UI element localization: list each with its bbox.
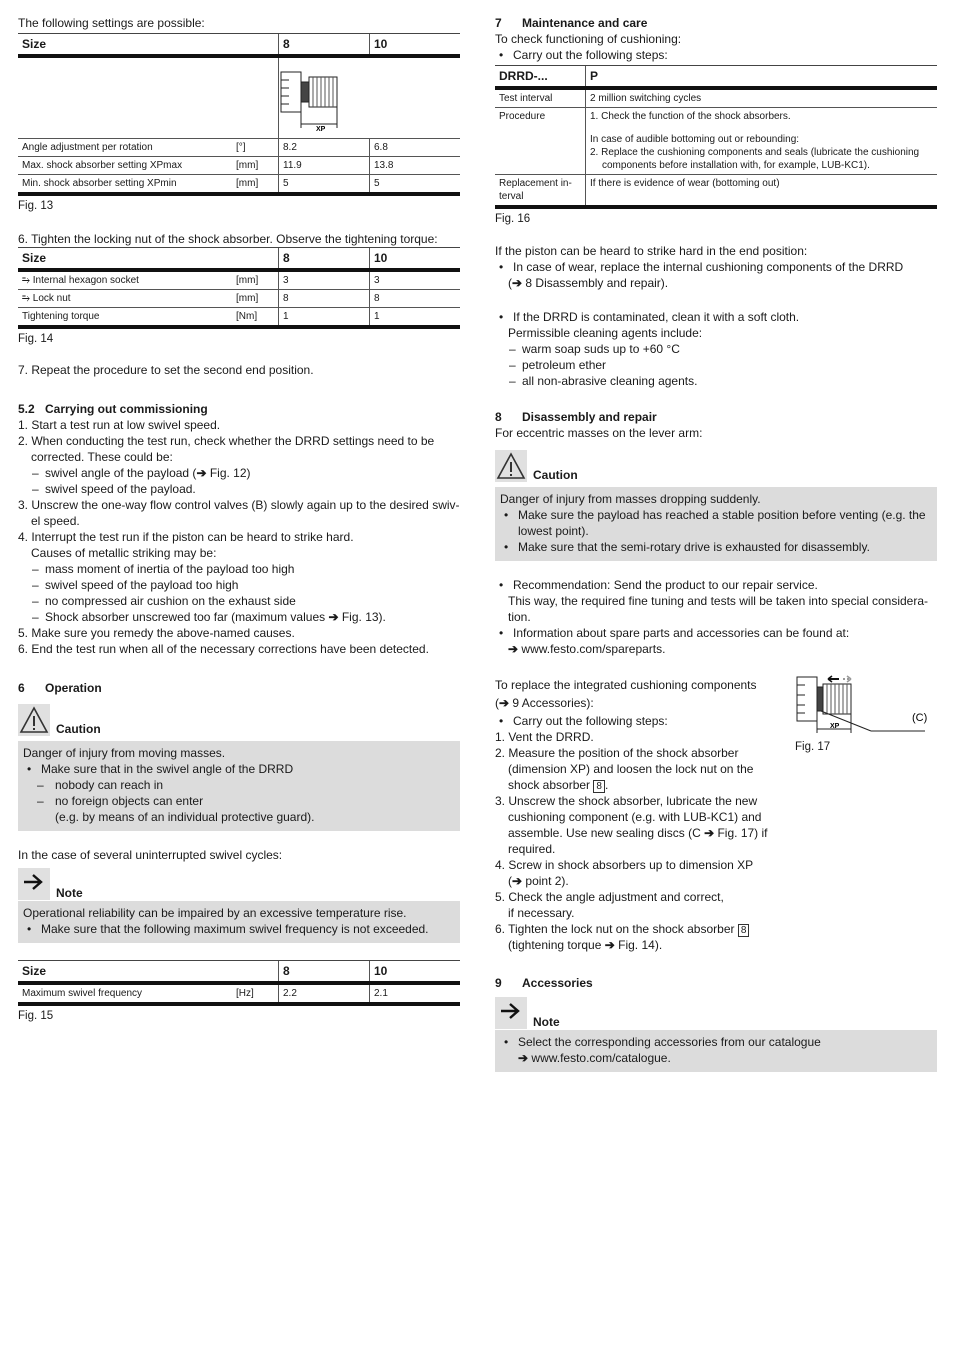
row-label: Angle adjustment per rotation	[18, 139, 232, 157]
right-column	[495, 14, 937, 1072]
row-value-8: 5	[279, 175, 370, 195]
spareparts-link[interactable]: ➔ www.festo.com/spareparts.	[508, 642, 666, 656]
xp-label: XP	[830, 723, 840, 730]
clean-dash: – all non-abrasive cleaning agents.	[495, 373, 937, 389]
note-arrow-icon	[495, 997, 527, 1029]
replace-step: 5. Check the angle adjustment and correct,	[495, 890, 724, 904]
row-label: Test interval	[495, 88, 586, 108]
recommendation-text: tion.	[508, 610, 531, 624]
note-header	[18, 864, 460, 900]
replace-step: shock absorber 8 .	[508, 778, 609, 792]
table-header-10: 10	[370, 961, 461, 984]
replace-step: 1. Vent the DRRD.	[495, 730, 594, 744]
table-header-drrd: DRRD-...	[495, 66, 586, 89]
maintenance-table	[495, 65, 937, 209]
row-value-10: 6.8	[370, 139, 461, 157]
commissioning-step: corrected. These could be:	[31, 450, 173, 464]
row-unit: [°]	[232, 139, 279, 157]
note-box	[18, 901, 460, 943]
table-header-p: P	[586, 66, 938, 89]
warning-triangle-icon	[18, 704, 50, 736]
note-text: Operational reliability can be impaired by an excessive temperature rise.	[23, 906, 407, 920]
cycles-text: In the case of several uninterrupted swivel cycles:	[18, 848, 283, 862]
row-value-10: 3	[370, 270, 461, 290]
shock-absorber-diagram	[279, 58, 359, 134]
row-value-10: 5	[370, 175, 461, 195]
caution-box	[18, 741, 460, 831]
caution-label: Caution	[56, 722, 101, 736]
recommendation-bullet: • Recommendation: Send the product to our repair service.	[495, 577, 937, 593]
replace-ref: (➔ 9 Accessories):	[495, 696, 594, 710]
piston-text: If the piston can be heard to strike hard in the end position:	[495, 244, 808, 258]
table-header-10: 10	[370, 34, 461, 57]
row-value-8: 11.9	[279, 157, 370, 175]
maintenance-text: To check functioning of cushioning:	[495, 32, 682, 46]
row-label: Replacement in- terval	[495, 175, 586, 208]
maintenance-bullet: • Carry out the following steps:	[495, 47, 937, 63]
note-arrow-icon	[18, 868, 50, 900]
table-header-size: Size	[18, 34, 279, 57]
fig-16-caption: Fig. 16	[495, 213, 531, 225]
section-5-2-heading	[18, 401, 460, 417]
section-number: 5.2	[18, 402, 35, 416]
caution-box	[495, 487, 937, 561]
row-unit: [Hz]	[232, 983, 279, 1004]
step-ref-box: 8	[738, 924, 750, 937]
replace-step: 6. Tighten the lock nut on the shock absorber 8	[495, 921, 780, 937]
caution-text: (e.g. by means of an individual protective guard).	[55, 810, 315, 824]
caution-dash: – nobody can reach in	[23, 777, 455, 793]
row-label: Max. shock absorber setting XPmax	[18, 157, 232, 175]
replace-step: (➔ point 2).	[508, 874, 569, 888]
commissioning-step: 6. End the test run when all of the necessary corrections have been detected.	[18, 642, 429, 656]
caution-text: Danger of injury from moving masses.	[23, 746, 226, 760]
section-number: 6	[18, 681, 25, 695]
note-box	[495, 1030, 937, 1072]
commissioning-step: el speed.	[31, 514, 80, 528]
commissioning-step: 3. Unscrew the one-way flow control valves (B) slowly again up to the desired swiv-	[18, 498, 460, 512]
section-title: Operation	[45, 681, 102, 695]
row-label: Maximum swivel frequency	[18, 983, 232, 1004]
replace-step: cushioning component (e.g. with LUB-KC1) and	[508, 810, 762, 824]
row-label: Procedure	[495, 108, 586, 175]
section-6-heading	[18, 680, 460, 696]
fig-17	[795, 671, 935, 754]
commissioning-step: 2. When conducting the test run, check whether the DRRD settings need to be	[18, 434, 435, 448]
row-value-8: 2.2	[279, 983, 370, 1004]
caution-bullet: • Make sure that in the swivel angle of the DRRD	[23, 761, 455, 777]
section-8-heading	[495, 409, 937, 425]
step-6-text: 6. Tighten the locking nut of the shock absorber. Observe the tightening torque:	[18, 232, 438, 246]
replace-text: To replace the integrated cushioning components	[495, 678, 757, 692]
table-header-size: Size	[18, 961, 279, 984]
spareparts-bullet: • Information about spare parts and accessories can be found at:	[495, 625, 937, 641]
caution-dash: – no foreign objects can enter	[23, 793, 455, 809]
row-unit: [mm]	[232, 175, 279, 195]
replace-step: 2. Measure the position of the shock absorber	[495, 746, 739, 760]
row-value-10: 2.1	[370, 983, 461, 1004]
xp-label: XP	[316, 126, 326, 133]
commissioning-dash-item: – Shock absorber unscrewed too far (maximum values ➔ Fig. 13).	[18, 609, 460, 625]
note-header	[495, 993, 937, 1029]
fig-15-caption: Fig. 15	[18, 1010, 54, 1022]
row-label: Min. shock absorber setting XPmin	[18, 175, 232, 195]
commissioning-step: 5. Make sure you remedy the above-named causes.	[18, 626, 295, 640]
frequency-table	[18, 960, 460, 1006]
row-value: 2 million switching cycles	[586, 88, 938, 108]
table-header-10: 10	[370, 248, 461, 271]
row-value-8: 1	[279, 308, 370, 328]
row-value-10: 1	[370, 308, 461, 328]
replace-section	[495, 677, 937, 953]
caution-bullet: • Make sure that the semi-rotary drive is exhausted for disassembly.	[500, 539, 932, 555]
section-number: 8	[495, 410, 502, 424]
row-value: 1. Check the function of the shock absorbers. In case of audible bottoming out or rebounding: 2. Replace the cushioning components and seals (lubricate the cushioning components before installation with, for example, LUB-KC1).	[586, 108, 938, 175]
table-header-size: Size	[18, 248, 279, 271]
replace-step: 4. Screw in shock absorbers up to dimension XP	[495, 858, 754, 872]
replace-step: (tightening torque ➔ Fig. 14).	[508, 938, 663, 952]
caution-header	[18, 700, 460, 736]
commissioning-step: 4. Interrupt the test run if the piston can be heard to strike hard.	[18, 530, 354, 544]
note-label: Note	[533, 1015, 560, 1029]
catalogue-link[interactable]: ➔ www.festo.com/catalogue.	[518, 1051, 671, 1065]
commissioning-dash-item: – no compressed air cushion on the exhaust side	[18, 593, 460, 609]
wear-ref: (➔ 8 Disassembly and repair).	[508, 276, 669, 290]
row-value-8: 3	[279, 270, 370, 290]
step-7-text: 7. Repeat the procedure to set the second end position.	[18, 363, 314, 377]
clean-dash: – petroleum ether	[495, 357, 937, 373]
replace-step: (dimension XP) and loosen the lock nut on the	[508, 762, 754, 776]
replace-step: 3. Unscrew the shock absorber, lubricate the new	[495, 794, 758, 808]
fig-14-caption: Fig. 14	[18, 333, 54, 345]
row-value-10: 13.8	[370, 157, 461, 175]
commissioning-step: 1. Start a test run at low swivel speed.	[18, 418, 221, 432]
commissioning-dash-item: – swivel speed of the payload.	[18, 481, 460, 497]
row-label: Internal hexagon socket	[32, 275, 139, 286]
clean-dash: – warm soap suds up to +60 °C	[495, 341, 937, 357]
wrench-icon: ⥱	[22, 293, 33, 304]
section-7-heading	[495, 15, 937, 31]
section-title: Maintenance and care	[522, 16, 648, 30]
table-header-8: 8	[279, 34, 370, 57]
replace-step: required.	[508, 842, 556, 856]
section-title: Carrying out commissioning	[45, 402, 208, 416]
shock-absorber-seal-diagram	[795, 671, 935, 737]
row-unit: [mm]	[232, 290, 279, 308]
commissioning-step: Causes of metallic striking may be:	[31, 546, 217, 560]
table-header-8: 8	[279, 248, 370, 271]
note-bullet: • Select the corresponding accessories from our catalogue	[500, 1034, 932, 1050]
row-label: Lock nut	[32, 293, 71, 304]
caution-header	[495, 446, 937, 482]
row-label: Tightening torque	[18, 308, 232, 328]
section-number: 7	[495, 16, 502, 30]
left-column	[18, 14, 460, 1023]
section-number: 9	[495, 976, 502, 990]
commissioning-dash-item: – swivel angle of the payload (➔ Fig. 12)	[18, 465, 460, 481]
commissioning-dash-item: – swivel speed of the payload too high	[18, 577, 460, 593]
row-value-10: 8	[370, 290, 461, 308]
section-9-heading	[495, 975, 937, 991]
c-label: (C)	[912, 712, 928, 724]
row-value-8: 8	[279, 290, 370, 308]
fig-17-caption: Fig. 17	[795, 741, 831, 753]
section-title: Disassembly and repair	[522, 410, 657, 424]
clean-bullet: • If the DRRD is contaminated, clean it with a soft cloth.	[495, 309, 937, 325]
warning-triangle-icon	[495, 450, 527, 482]
row-unit: [mm]	[232, 270, 279, 290]
torque-table	[18, 247, 460, 329]
caution-label: Caution	[533, 468, 578, 482]
section-title: Accessories	[522, 976, 593, 990]
table-header-8: 8	[279, 961, 370, 984]
clean-text: Permissible cleaning agents include:	[508, 326, 703, 340]
row-value: If there is evidence of wear (bottoming out)	[586, 175, 938, 208]
fig-13-caption: Fig. 13	[18, 200, 54, 212]
settings-intro: The following settings are possible:	[18, 16, 205, 30]
replace-bullet: • Carry out the following steps:	[495, 713, 780, 729]
commissioning-dash-item: – mass moment of inertia of the payload too high	[18, 561, 460, 577]
row-value-8: 8.2	[279, 139, 370, 157]
settings-table	[18, 33, 460, 196]
wear-bullet: • In case of wear, replace the internal cushioning components of the DRRD	[495, 259, 937, 275]
caution-bullet: • Make sure the payload has reached a stable position before venting (e.g. the	[500, 507, 932, 523]
caution-text: lowest point).	[518, 524, 589, 538]
note-label: Note	[56, 886, 83, 900]
step-ref-box: 8	[593, 780, 605, 793]
disassembly-text: For eccentric masses on the lever arm:	[495, 426, 703, 440]
recommendation-text: This way, the required fine tuning and tests will be taken into special considera-	[508, 594, 929, 608]
hex-key-icon: ⥱	[22, 275, 33, 286]
replace-step: if necessary.	[508, 906, 575, 920]
row-unit: [mm]	[232, 157, 279, 175]
caution-text: Danger of injury from masses dropping suddenly.	[500, 492, 761, 506]
note-bullet: • Make sure that the following maximum swivel frequency is not exceeded.	[23, 921, 455, 937]
row-unit: [Nm]	[232, 308, 279, 328]
replace-step: assemble. Use new sealing discs (C ➔ Fig. 17) if	[508, 826, 768, 840]
